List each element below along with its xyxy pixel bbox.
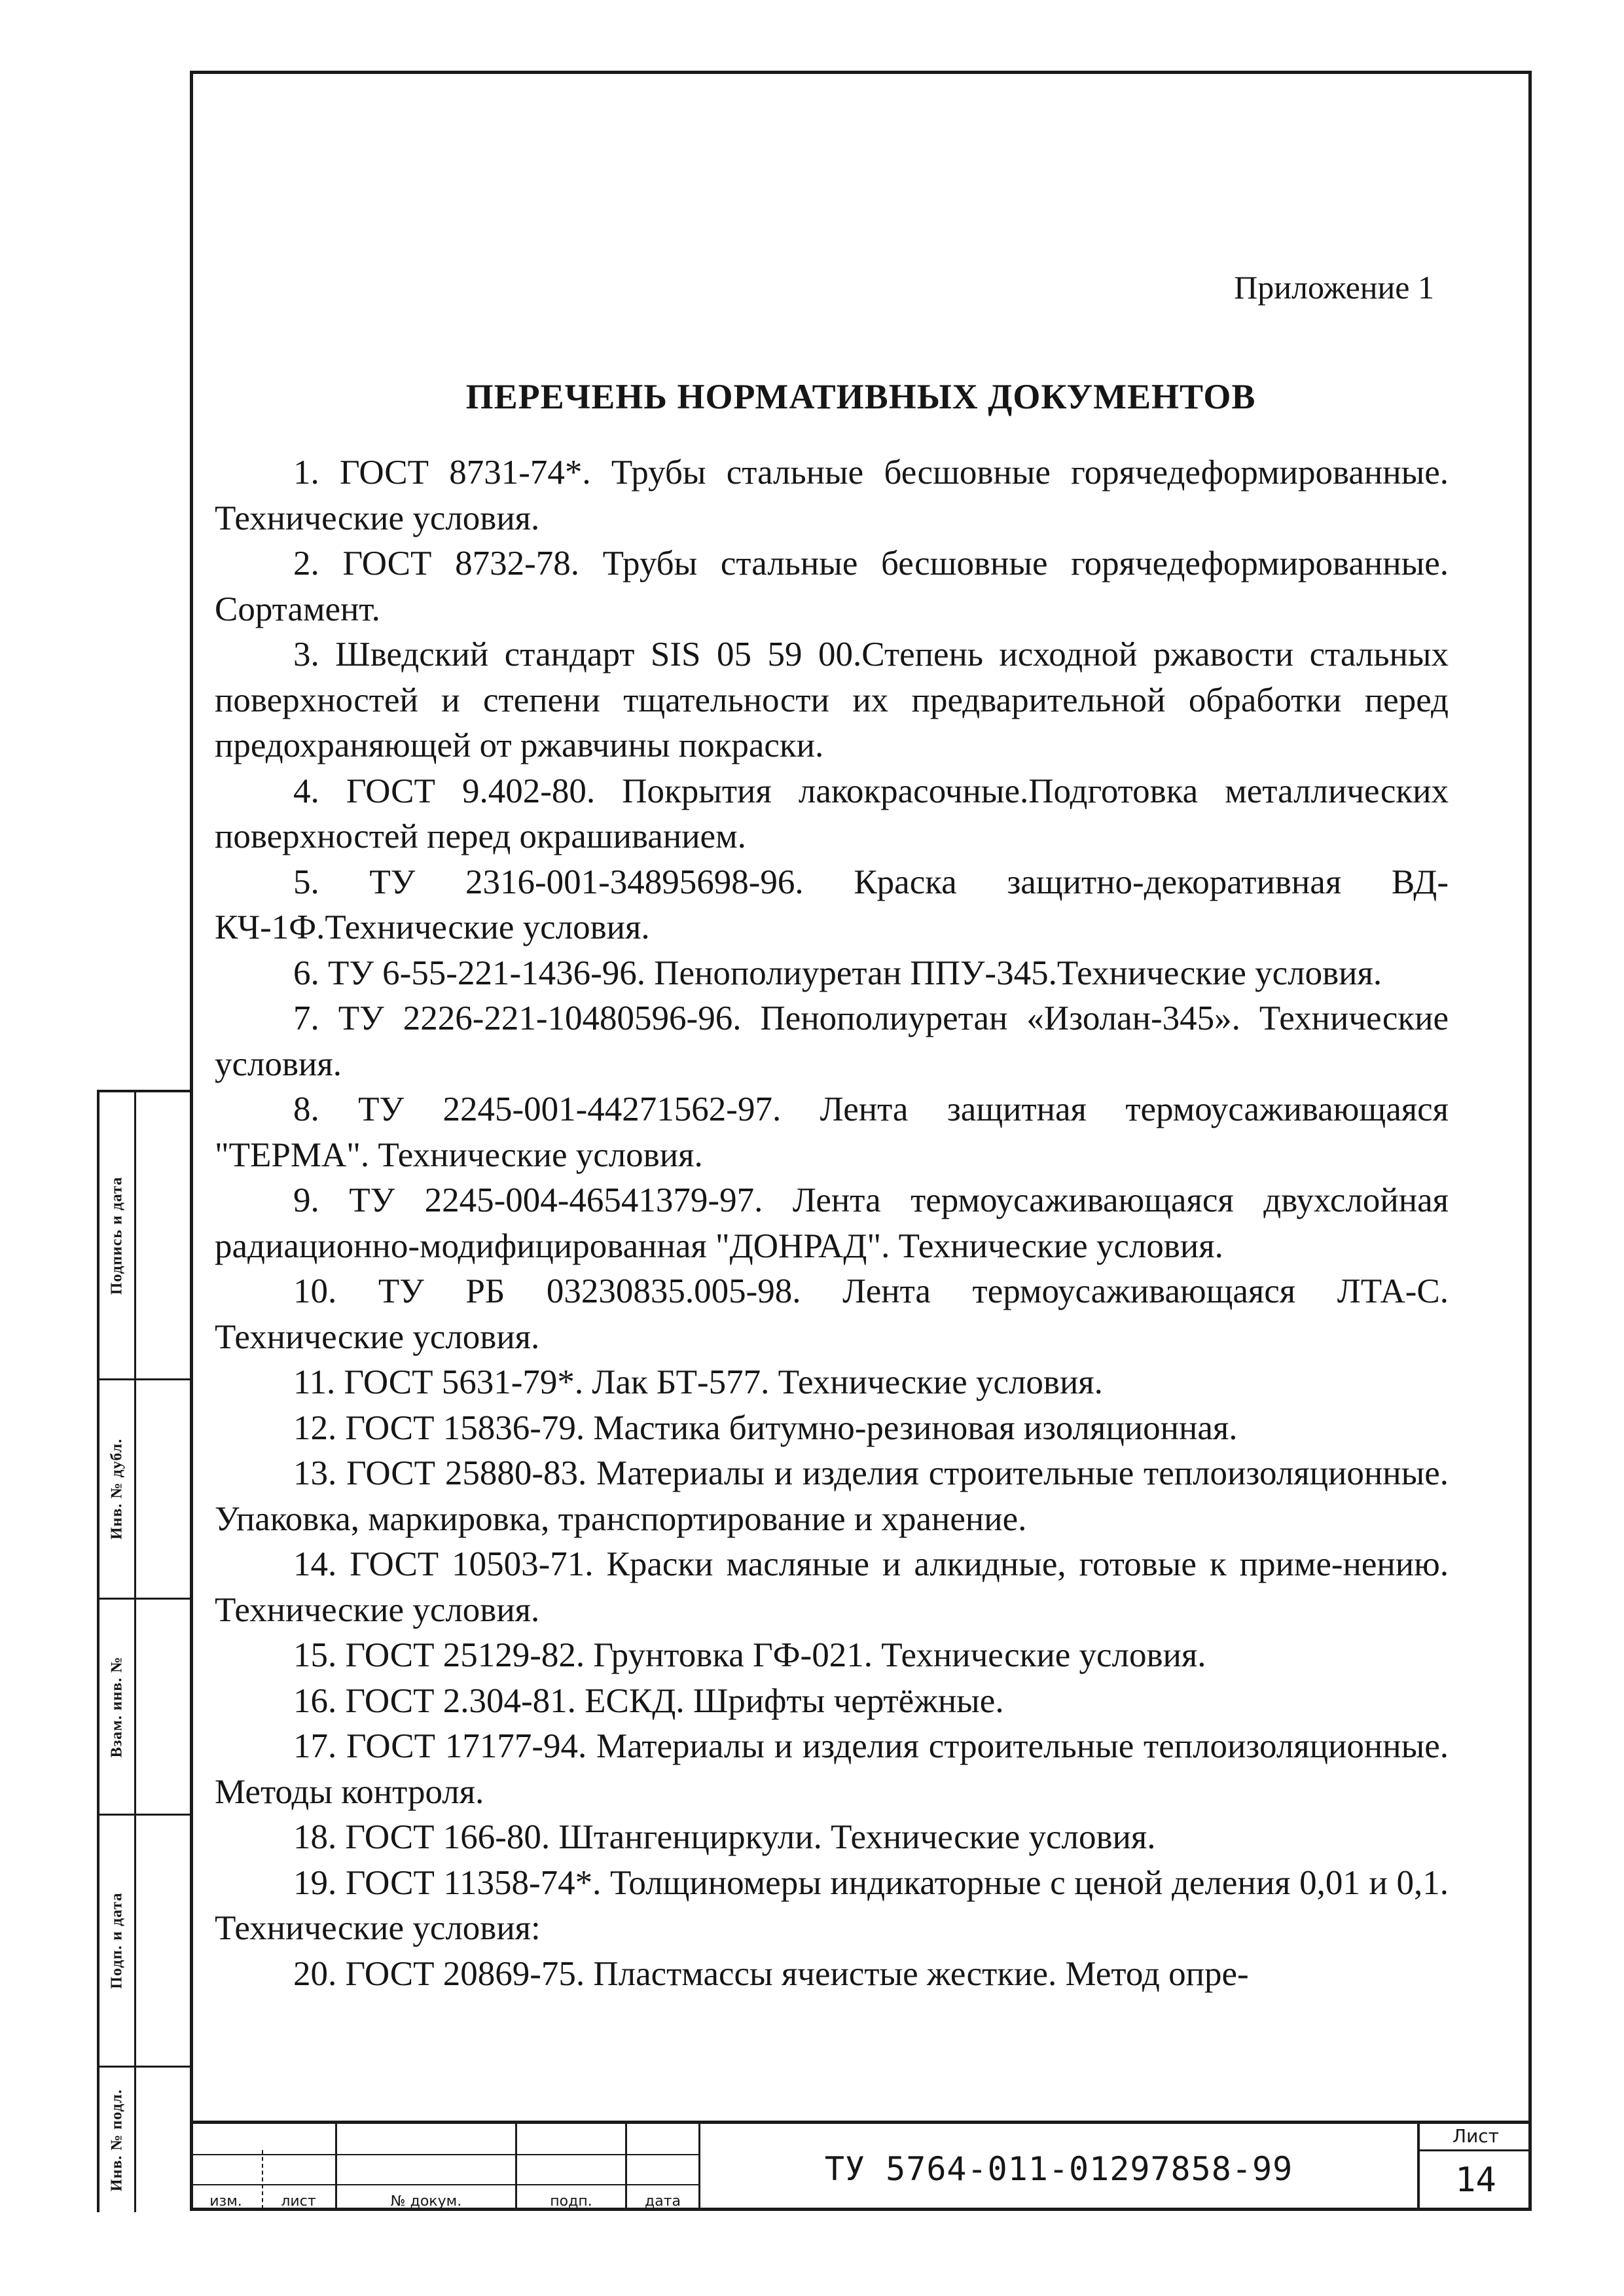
list-item: 16. ГОСТ 2.304-81. ЕСКД. Шрифты чертёжные.: [293, 1681, 1004, 1720]
list-item: 11. ГОСТ 5631-79*. Лак БТ-577. Технические условия.: [293, 1363, 1103, 1401]
sheet-number: 14: [1455, 2161, 1496, 2200]
list-item: 18. ГОСТ 166-80. Штангенциркули. Технические условия.: [293, 1818, 1156, 1856]
stamp-label: Подпись и дата: [108, 1176, 125, 1295]
list-item: 4. ГОСТ 9.402-80. Покрытия лакокрасочные.Подготовка металлических поверхностей перед окрашиванием.: [215, 772, 1449, 855]
list-item: 10. ТУ РБ 03230835.005-98. Лента термоусаживающаяся ЛТА-С. Технические условия.: [215, 1272, 1449, 1356]
stamp-cell-inv-dup: [99, 1380, 190, 1600]
document-code: ТУ 5764-011-01297858-99: [824, 2150, 1293, 2188]
tb-header-sheet: лист: [281, 2193, 316, 2210]
list-item: 7. ТУ 2226-221-10480596-96. Пенополиуретан «Изолан-345». Технические условия.: [215, 999, 1449, 1083]
tb-header-signature: подп.: [550, 2193, 592, 2210]
tb-header-change: изм.: [209, 2193, 242, 2210]
side-stamp: [97, 1090, 190, 2212]
list-item: 13. ГОСТ 25880-83. Материалы и изделия строительные теплоизоляционные. Упаковка, маркировка, транспортирование и хранение.: [215, 1454, 1449, 1538]
stamp-cell-signature-date: [99, 1092, 190, 1380]
list-item: 12. ГОСТ 15836-79. Мастика битумно-резиновая изоляционная.: [293, 1408, 1238, 1447]
list-item: 6. ТУ 6-55-221-1436-96. Пенополиуретан ППУ-345.Технические условия.: [293, 954, 1382, 992]
normative-documents-list: [215, 450, 1449, 1997]
tb-header-doc-no: № докум.: [390, 2193, 462, 2210]
list-item: 2. ГОСТ 8732-78. Трубы стальные бесшовные горячедеформированные. Сортамент.: [215, 545, 1449, 628]
tb-col-doc-no: [337, 2124, 517, 2211]
tb-col-change-sheet: [190, 2124, 337, 2211]
tb-header-date: дата: [645, 2193, 681, 2210]
list-item: 3. Шведский стандарт SIS 05 59 00.Степень исходной ржавости стальных поверхностей и степени тщательности их предварительной обработки перед предохраняющей от ржавчины покраски.: [215, 636, 1449, 764]
stamp-label: Подп. и дата: [108, 1892, 125, 1989]
list-item: 14. ГОСТ 10503-71. Краски масляные и алкидные, готовые к приме-нению. Технические условия.: [215, 1545, 1449, 1629]
stamp-cell-sign-date: [99, 1816, 190, 2068]
list-item: 8. ТУ 2245-001-44271562-97. Лента защитная термоусаживающаяся "ТЕРМА". Технические условия.: [215, 1090, 1449, 1174]
list-item: 9. ТУ 2245-004-46541379-97. Лента термоусаживающаяся двухслойная радиационно-модифицированная "ДОНРАД". Технические условия.: [215, 1181, 1449, 1265]
title-block: [190, 2121, 1532, 2211]
stamp-label: Взам. инв. №: [108, 1656, 125, 1757]
list-item: 1. ГОСТ 8731-74*. Трубы стальные бесшовные горячедеформированные. Технические условия.: [215, 454, 1449, 537]
stamp-cell-inv-orig: [99, 2068, 190, 2212]
list-item: 5. ТУ 2316-001-34895698-96. Краска защитно-декоративная ВД-КЧ-1Ф.Технические условия.: [215, 863, 1449, 946]
list-item: 19. ГОСТ 11358-74*. Толщиномеры индикаторные с ценой деления 0,01 и 0,1. Технические условия:: [215, 1863, 1449, 1947]
stamp-cell-replaced-inv: [99, 1600, 190, 1816]
appendix-label: Приложение 1: [1234, 269, 1434, 306]
page-title: ПЕРЕЧЕНЬ НОРМАТИВНЫХ ДОКУМЕНТОВ: [465, 377, 1256, 416]
tb-col-date: [627, 2124, 700, 2211]
tb-col-signature: [517, 2124, 627, 2211]
list-item: 15. ГОСТ 25129-82. Грунтовка ГФ-021. Технические условия.: [293, 1636, 1206, 1674]
sheet-label: Лист: [1420, 2125, 1532, 2151]
stamp-label: Инв. № подл.: [108, 2089, 125, 2191]
list-item: 20. ГОСТ 20869-75. Пластмассы ячеистые жесткие. Метод опре-: [293, 1954, 1249, 1993]
stamp-label: Инв. № дубл.: [108, 1438, 125, 1540]
list-item: 17. ГОСТ 17177-94. Материалы и изделия строительные теплоизоляционные. Методы контроля.: [215, 1727, 1449, 1811]
sheet-box: [1417, 2124, 1532, 2211]
